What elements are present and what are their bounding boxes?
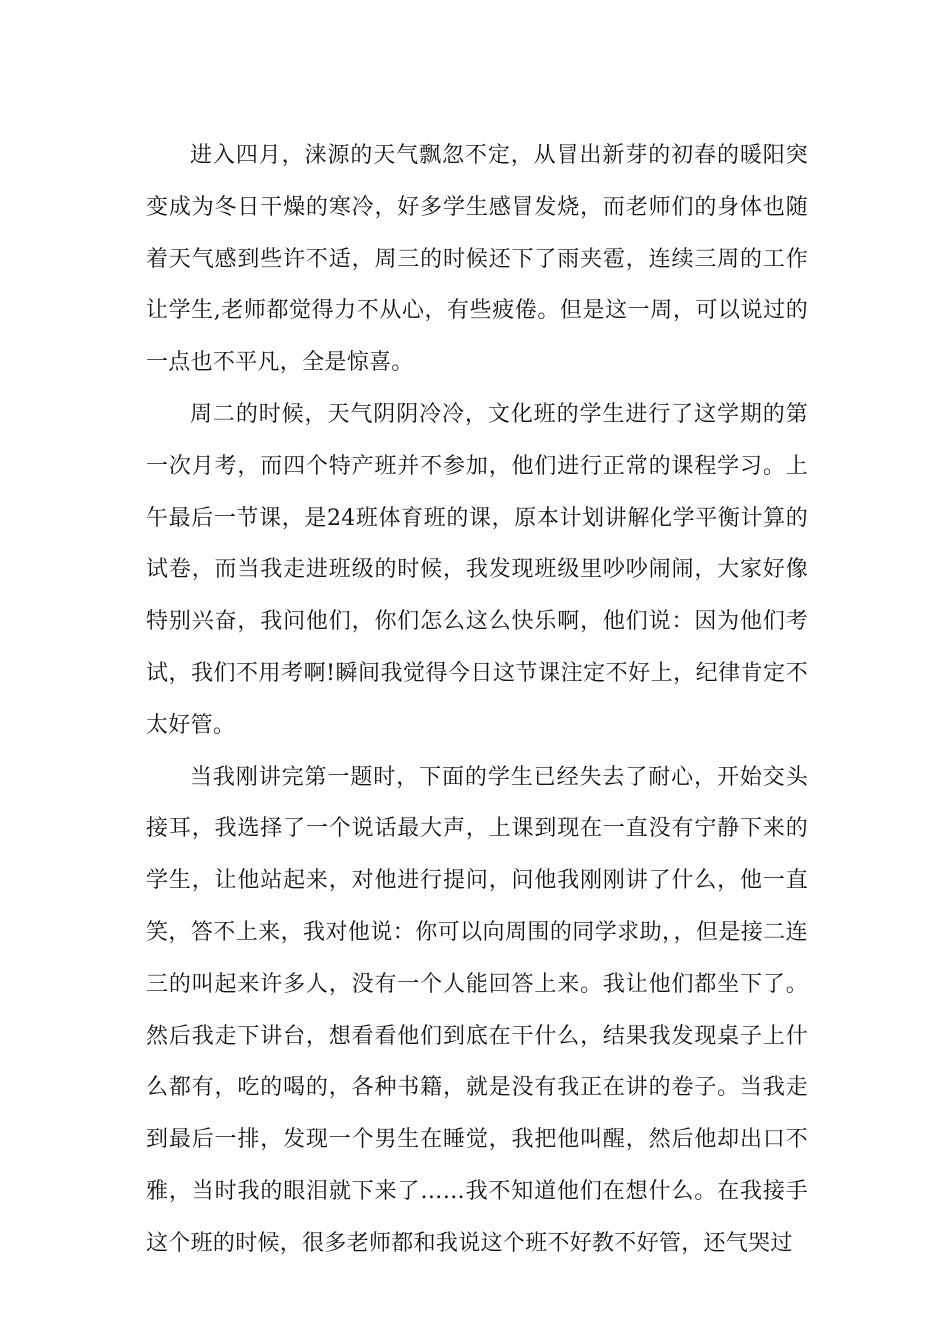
paragraph-3: 当我刚讲完第一题时，下面的学生已经失去了耐心，开始交头接耳，我选择了一个说话最大声，上课到现在一直没有宁静下来的学生，让他站起来，对他进行提问，问他我刚刚讲了什么，他一直笑，答不上来，我对他说：你可以向周围的同学求助，，但是接二连三的叫起来许多人，没有一个人能回答上来。我让他们都坐下了。然后我走下讲台，想看看他们到底在干什么，结果我发现桌子上什么都有，吃的喝的，各种书籍，就是没有我正在讲的卷子。当我走到最后一排，发现一个男生在睡觉，我把他叫醒，然后他却出口不雅，当时我的眼泪就下来了……我不知道他们在想什么。在我接手这个班的时候，很多老师都和我说这个班不好教不好管，还气哭过 <box>146 764 808 1256</box>
paragraph-1: 进入四月，涞源的天气飘忽不定，从冒出新芽的初春的暖阳突变成为冬日干燥的寒冷，好多学生感冒发烧，而老师们的身体也随着天气感到些许不适，周三的时候还下了雨夹雹，连续三周的工作让学生,老师都觉得力不从心，有些疲倦。但是这一周，可以说过的一点也不平凡，全是惊喜。 <box>146 143 808 376</box>
body-text <box>146 130 808 1270</box>
paragraph-2: 周二的时候，天气阴阴冷冷，文化班的学生进行了这学期的第一次月考，而四个特产班并不参加，他们进行正常的课程学习。上午最后一节课，是24班体育班的课，原本计划讲解化学平衡计算的试卷，而当我走进班级的时候，我发现班级里吵吵闹闹，大家好像特别兴奋，我问他们，你们怎么这么快乐啊，他们说：因为他们考试，我们不用考啊!瞬间我觉得今日这节课注定不好上，纪律肯定不太好管。 <box>146 401 808 738</box>
